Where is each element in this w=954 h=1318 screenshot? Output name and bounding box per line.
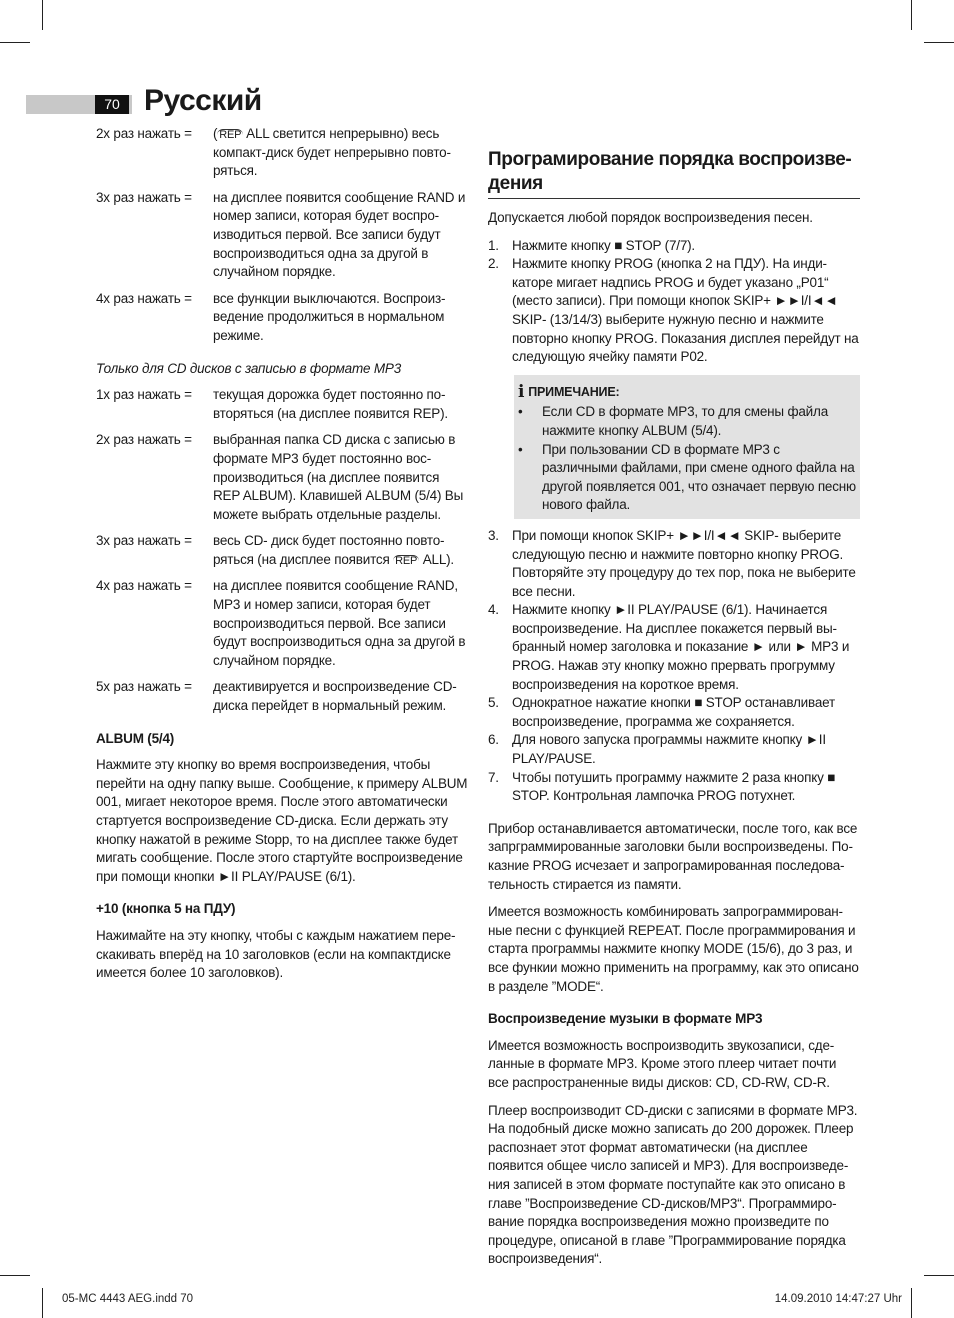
crop-mark xyxy=(42,1288,43,1318)
list-item: 4. Нажмите кнопку ►II PLAY/PAUSE (6/1). Начинается воспроизведение. На дисплее покажется первый вы-бранный номер заголовка и показание ► или ► MP3 и PROG. Нажав эту кнопку можно прервать прогрумму воспроизведения на короткое время. xyxy=(488,602,850,692)
row-key: 5x раз нажать = xyxy=(96,679,192,695)
list-item: 5. Однократное нажатие кнопки ■ STOP останавливает воспроизведение, программа же сохраняется. xyxy=(488,695,835,729)
list-item: • При пользовании CD в формате MP3 с различными файлами, при смене одного файла на другой появляется 001, что означает первую песню нового файла. xyxy=(518,441,856,513)
info-icon: i xyxy=(518,382,525,403)
repeat-row xyxy=(96,577,468,670)
paragraph: Имеется возможность воспроизводить звукозаписи, сде-ланные в формате MP3. Кроме этого плеер читает почти все распространенные виды дисков: CD, CD-RW, CD-R. xyxy=(488,1037,837,1090)
right-column xyxy=(488,148,860,1278)
plus10-heading: +10 (кнопка 5 на ПДУ) xyxy=(96,901,236,917)
list-item: 3. При помощи кнопок SKIP+ ►►I/I◄◄ SKIP- выберите следующую песню и нажмите повторно кнопку PROG. Повторяйте эту процедуру до тех пор, пока не выберите все песни. xyxy=(488,527,856,599)
intro-text: Допускается любой порядок воспроизведения песен. xyxy=(488,210,813,225)
plus10-text: Нажимайте на эту кнопку, чтобы с каждым нажатием пере-скакивать вперёд на 10 заголовков (если на компактдиске имеется более 10 заголовков). xyxy=(96,927,456,981)
steps-list xyxy=(488,527,860,806)
row-key: 2x раз нажать = xyxy=(96,126,192,141)
note-box xyxy=(514,375,860,519)
repeat-row xyxy=(96,431,468,524)
note-list xyxy=(518,403,856,515)
crop-mark xyxy=(0,42,30,43)
repeat-row xyxy=(96,532,468,569)
row-key: 3x раз нажать = xyxy=(96,533,192,549)
paragraph: Плеер воспроизводит CD-диски с записями в формате MP3. На подобный диске можно записать до 200 дорожек. Плеер распознает этот формат автоматически (на дисплее появится общее число записей и MP3). Для воспроизведе-ния записей в этом формате поступайте как это описано в главе ”Воспроизведение CD-дисков/MP3“. Программиро-вание порядка воспроизведения можно произведите по процедуре, описаной в главе ”Программирование порядка воспроизведения“. xyxy=(488,1102,858,1267)
row-key: 1x раз нажать = xyxy=(96,387,192,403)
crop-mark xyxy=(911,1288,912,1318)
mp3-heading: Воспроизведение музыки в формате MP3 xyxy=(488,1011,763,1027)
rep-icon: REP xyxy=(395,554,418,567)
list-item: 6. Для нового запуска программы нажмите кнопку ►II PLAY/PAUSE. xyxy=(488,732,826,767)
section-title: Програмирование порядка воспроизве-дения xyxy=(488,148,860,199)
list-item: 2. Нажмите кнопку PROG (кнопка 2 на ПДУ). На инди-каторе мигает надпись PROG и будет указано „P01“ (место записи). При помощи кнопок SKIP+ ►►I/I◄◄ SKIP- (13/14/3) выберите нужную песню и нажмите повторно кнопку PROG. Показания дисплея перейдут на следующую ячейку памяти P02. xyxy=(488,256,859,365)
repeat-row xyxy=(96,189,468,282)
crop-mark xyxy=(924,1275,954,1276)
row-value: выбранная папка CD диска с записью в формате MP3 будет постоянно вос-производиться (на дисплее появится REP ALBUM). Клавишей ALBUM (5/4) Вы можете выбрать отдельные разделы. xyxy=(213,432,464,522)
row-value: деактивируется и воспроизведение CD-диска перейдет в нормальный режим. xyxy=(213,679,457,714)
mp3-only-note: Только для CD дисков с записью в формате MP3 xyxy=(96,360,402,376)
crop-mark xyxy=(924,42,954,43)
left-column xyxy=(96,125,468,992)
crop-mark xyxy=(0,1275,30,1276)
row-value: на дисплее появится сообщение RAND, MP3 и номер записи, которая будет воспроизводиться первой. Все записи будут воспроизводиться одна за другой в случайном порядке. xyxy=(213,578,466,668)
footer-file: 05-MC 4443 AEG.indd 70 xyxy=(62,1293,194,1305)
row-value: ( REP ALL светится непрерывно) весь компакт-диск будет непрерывно повто-ряться. xyxy=(213,126,451,179)
row-value: текущая дорожка будет постоянно по-вторяться (на дисплее появится REP). xyxy=(213,387,448,421)
row-value: на дисплее появится сообщение RAND и номер записи, которая будет воспро-изводиться первой. Все записи будут воспроизводиться одна за другой в случайном порядке. xyxy=(213,189,466,280)
album-heading: ALBUM (5/4) xyxy=(96,730,175,746)
repeat-row xyxy=(96,125,468,181)
row-key: 2x раз нажать = xyxy=(96,432,192,448)
row-key: 3x раз нажать = xyxy=(96,189,192,205)
paragraph: Имеется возможность комбинировать запрограммирован-ные песни с функцией REPEAT. После программирования и старта программы нажмите кнопку MODE (15/6), до 3 раз, и все функии можно применить на программу, как это описано в разделе ”MODE“. xyxy=(488,904,859,994)
crop-mark xyxy=(42,0,43,30)
repeat-row xyxy=(96,678,468,715)
footer-date: 14.09.2010 14:47:27 Uhr xyxy=(774,1293,902,1305)
rep-icon: REP xyxy=(219,129,242,141)
steps-list xyxy=(488,237,860,367)
crop-mark xyxy=(911,0,912,30)
list-item: 1. Нажмите кнопку ■ STOP (7/7). xyxy=(488,237,695,253)
repeat-row xyxy=(96,386,468,423)
page-title: Русский xyxy=(144,84,262,117)
row-key: 4x раз нажать = xyxy=(96,290,192,306)
row-key: 4x раз нажать = xyxy=(96,578,192,594)
row-value: весь CD- диск будет постоянно повто-ряться (на дисплее появится REP ALL). xyxy=(213,533,454,567)
note-heading: i ПРИМЕЧАНИЕ: xyxy=(518,382,620,403)
paragraph: Прибор останавливается автоматически, после того, как все запрграммированные заголовки были воспроизведены. По-казние PROG исчезает и запрограмированная последова-тельность стирается из памяти. xyxy=(488,820,858,892)
row-value: все функции выключаются. Воспроиз-ведение продолжиться в нормальном режиме. xyxy=(213,290,446,343)
list-item: • Если CD в формате MP3, то для смены файла нажмите кнопку ALBUM (5/4). xyxy=(518,404,829,438)
page-number: 70 xyxy=(95,95,129,114)
album-text: Нажмите эту кнопку во время воспроизведения, чтобы перейти на одну папку выше. Сообщение, к примеру ALBUM 001, мигает некоторое время. После этого автоматически стартуется воспроизведение CD-диска. Если держать эту кнопку нажатой в режиме Stopp, то на дисплее также будет мигать сообщение. После этого стартуйте воспроизведение при помощи кнопки ►II PLAY/PAUSE (6/1). xyxy=(96,757,468,884)
list-item: 7. Чтобы потушить программу нажмите 2 раза кнопку ■ STOP. Контрольная лампочка PROG потухнет. xyxy=(488,769,836,804)
repeat-row xyxy=(96,290,468,346)
